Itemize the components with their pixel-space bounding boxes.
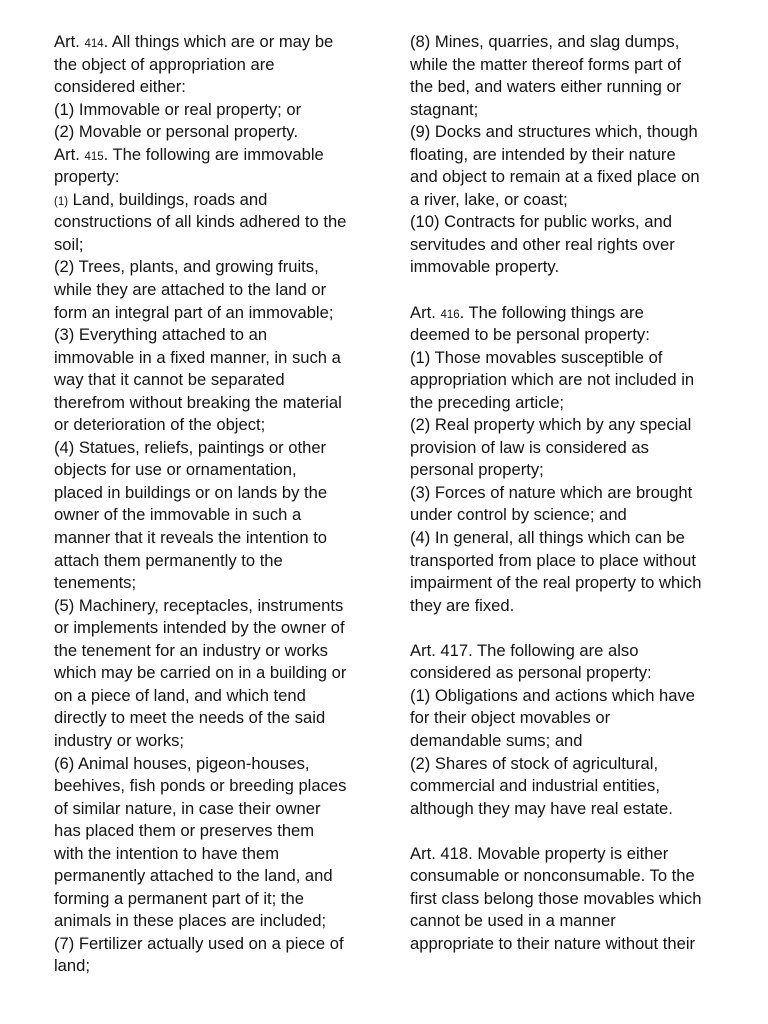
text-line: a river, lake, or coast; <box>410 189 568 209</box>
text-line: the object of appropriation are <box>54 54 275 74</box>
text-line: the bed, and waters either running or <box>410 77 682 97</box>
article-number: 416 <box>440 308 460 321</box>
text-line: (7) Fertilizer actually used on a piece of <box>54 933 344 953</box>
line-text-end: . All things which are or may be <box>103 32 334 51</box>
text-line: and object to remain at a fixed place on <box>410 167 700 187</box>
text-line: the tenement for an industry or works <box>54 640 328 660</box>
text-line: first class belong those movables which <box>410 888 702 908</box>
text-line: (1) Obligations and actions which have <box>410 685 696 705</box>
text-line: floating, are intended by their nature <box>410 144 676 164</box>
text-line: demandable sums; and <box>410 730 583 750</box>
article-number: 415 <box>84 150 104 163</box>
line-text-end: . The following are immovable <box>103 144 324 164</box>
text-line: (2) Real property which by any special <box>410 415 692 435</box>
text-line: (5) Machinery, receptacles, instruments <box>54 595 344 615</box>
article-number: (1) <box>54 195 69 208</box>
text-line: Art. 418. Movable property is either <box>410 843 669 863</box>
text-line: on a piece of land, and which tend <box>54 685 306 705</box>
text-line: (3) Forces of nature which are brought <box>410 482 693 502</box>
text-line: constructions of all kinds adhered to the <box>54 212 347 232</box>
text-line: while they are attached to the land or <box>54 280 327 300</box>
text-line: placed in buildings or on lands by the <box>54 482 328 502</box>
text-line: beehives, fish ponds or breeding places <box>54 776 347 796</box>
text-line: manner that it reveals the intention to <box>54 528 328 548</box>
text-line: permanently attached to the land, and <box>54 866 333 886</box>
text-line: owner of the immovable in such a <box>54 505 302 525</box>
text-line: animals in these places are included; <box>54 911 327 931</box>
paragraph-gap <box>410 279 730 302</box>
line-text-end: . The following things are <box>459 302 644 322</box>
text-line: objects for use or ornamentation, <box>54 460 297 480</box>
text-line: (9) Docks and structures which, though <box>410 122 698 142</box>
text-line: tenements; <box>54 573 137 593</box>
paragraph-gap <box>410 820 730 843</box>
text-line: under control by science; and <box>410 505 627 525</box>
text-line: of similar nature, in case their owner <box>54 798 321 818</box>
text-line: deemed to be personal property: <box>410 325 650 345</box>
text-line: therefrom without breaking the material <box>54 392 342 412</box>
text-line: attach them permanently to the <box>54 550 283 570</box>
line-text-start: Art. <box>54 32 85 51</box>
line-text-start: Art. <box>410 302 441 322</box>
text-line: immovable in a fixed manner, in such a <box>54 347 341 367</box>
text-line: (2) Shares of stock of agricultural, <box>410 753 659 773</box>
text-line: (3) Everything attached to an <box>54 325 268 345</box>
text-line: with the intention to have them <box>54 843 280 863</box>
text-line: although they may have real estate. <box>410 798 673 818</box>
text-line: which may be carried on in a building or <box>54 663 347 683</box>
text-line: transported from place to place without <box>410 550 696 570</box>
paragraph-gap <box>410 617 730 640</box>
text-line <box>54 31 372 54</box>
article-number: 414 <box>84 38 104 50</box>
text-line: immovable property. <box>410 257 560 277</box>
text-line: (2) Trees, plants, and growing fruits, <box>54 257 319 277</box>
text-line: or deterioration of the object; <box>54 415 266 435</box>
text-line: cannot be used in a manner <box>410 911 616 931</box>
text-line: appropriate to their nature without their <box>410 933 696 953</box>
text-line: (6) Animal houses, pigeon-houses, <box>54 753 310 773</box>
text-line <box>410 302 730 325</box>
text-line: the preceding article; <box>410 392 565 412</box>
text-line: property: <box>54 167 120 187</box>
text-line: has placed them or preserves them <box>54 821 315 841</box>
text-line: considered as personal property: <box>410 663 652 683</box>
text-line: directly to meet the needs of the said <box>54 708 326 728</box>
text-line: provision of law is considered as <box>410 437 649 457</box>
text-line: (4) Statues, reliefs, paintings or other <box>54 437 327 457</box>
text-line: industry or works; <box>54 730 185 750</box>
text-line: (8) Mines, quarries, and slag dumps, <box>410 32 680 51</box>
text-line: (2) Movable or personal property. <box>54 122 299 142</box>
text-line: stagnant; <box>410 99 479 119</box>
text-line: (1) Those movables susceptible of <box>410 347 663 367</box>
text-line: way that it cannot be separated <box>54 370 285 390</box>
line-text-end: Land, buildings, roads and <box>68 189 268 209</box>
line-text-start: Art. <box>54 144 85 164</box>
text-line: considered either: <box>54 77 186 97</box>
text-line: while the matter thereof forms part of <box>410 54 682 74</box>
text-line: forming a permanent part of it; the <box>54 888 304 908</box>
text-line <box>54 189 372 212</box>
text-line: consumable or nonconsumable. To the <box>410 866 695 886</box>
text-line: personal property; <box>410 460 544 480</box>
text-line: form an integral part of an immovable; <box>54 302 334 322</box>
text-line: for their object movables or <box>410 708 611 728</box>
text-line: Art. 417. The following are also <box>410 640 639 660</box>
text-line: land; <box>54 956 90 976</box>
text-line: (4) In general, all things which can be <box>410 528 685 548</box>
left-text-column <box>54 31 372 978</box>
text-line: appropriation which are not included in <box>410 370 695 390</box>
right-text-column <box>410 31 730 955</box>
text-line: commercial and industrial entities, <box>410 776 660 796</box>
text-line <box>54 144 372 167</box>
text-line: they are fixed. <box>410 595 515 615</box>
text-line: servitudes and other real rights over <box>410 234 675 254</box>
text-line: impairment of the real property to which <box>410 573 702 593</box>
text-line: or implements intended by the owner of <box>54 618 345 638</box>
text-line: (10) Contracts for public works, and <box>410 212 672 232</box>
text-line: soil; <box>54 234 84 254</box>
text-line: (1) Immovable or real property; or <box>54 99 302 119</box>
